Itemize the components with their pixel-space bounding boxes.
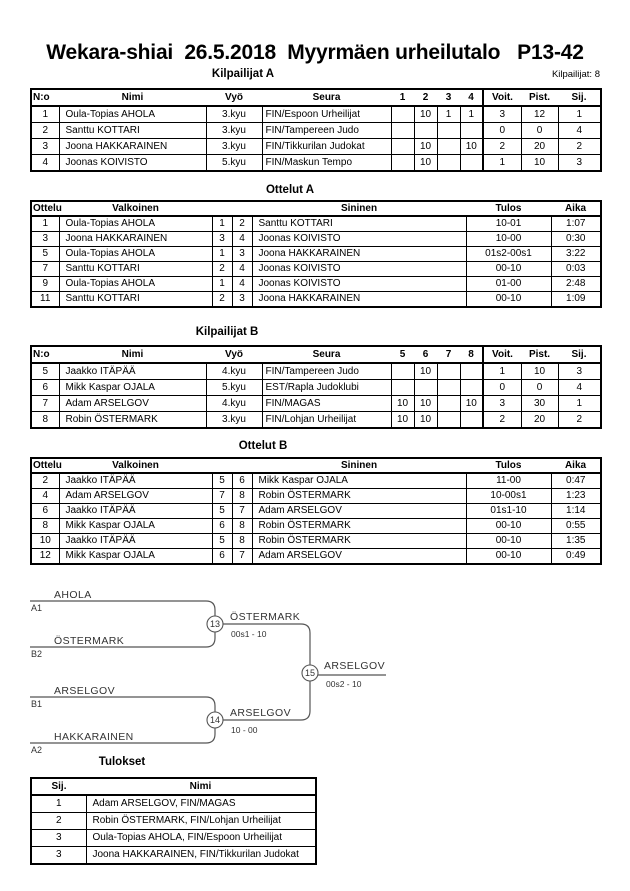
- cell-white-no: 5: [212, 534, 232, 549]
- bracket-semi1-top-name: AHOLA: [54, 589, 92, 601]
- cell-place: 1: [558, 106, 601, 123]
- cell-wins: 0: [483, 123, 521, 139]
- bracket-semi1-winner-name: ÖSTERMARK: [230, 611, 301, 623]
- bracket-semi2-top-seed: B1: [31, 699, 43, 709]
- bracket-semi1-score: 00s1 - 10: [231, 629, 267, 639]
- cell-no: 3: [31, 139, 59, 155]
- bracket-semi1-bottom-seed: B2: [31, 649, 43, 659]
- cell-place: 2: [558, 139, 601, 155]
- cell-points: 20: [521, 139, 558, 155]
- pool-b-title: Kilpailijat B: [195, 326, 259, 338]
- cell-match-no: 8: [31, 519, 59, 534]
- cell-club: EST/Rapla Judoklubi: [262, 380, 391, 396]
- cell-score-4: 1: [460, 106, 483, 123]
- cell-time: 1:14: [551, 504, 601, 519]
- cell-time: 1:23: [551, 489, 601, 504]
- cell-place: 3: [558, 155, 601, 172]
- cell-match-no: 7: [31, 262, 59, 277]
- cell-white-no: 2: [212, 292, 232, 308]
- cell-club: FIN/MAGAS: [262, 396, 391, 412]
- cell-blue-name: Mikk Kaspar OJALA: [252, 473, 466, 489]
- cell-name: Santtu KOTTARI: [59, 123, 206, 139]
- cell-white-no: 1: [212, 216, 232, 232]
- cell-score-2: 10: [414, 155, 437, 172]
- cell-result: 00-10: [466, 519, 551, 534]
- cell-time: 0:49: [551, 549, 601, 565]
- cell-blue-name: Joonas KOIVISTO: [252, 262, 466, 277]
- cell-blue-no: 8: [232, 519, 252, 534]
- header-club: Seura: [262, 346, 391, 363]
- cell-blue-name: Adam ARSELGOV: [252, 504, 466, 519]
- cell-score-6: 10: [414, 396, 437, 412]
- header-match: Ottelu: [31, 458, 59, 473]
- cell-result: 11-00: [466, 473, 551, 489]
- header-name: Nimi: [59, 346, 206, 363]
- cell-white-name: Mikk Kaspar OJALA: [59, 519, 212, 534]
- cell-belt: 5.kyu: [206, 155, 262, 172]
- cell-white-name: Oula-Topias AHOLA: [59, 216, 212, 232]
- cell-match-no: 11: [31, 292, 59, 308]
- match-13-number: 13: [209, 619, 221, 629]
- header-opp-7: 7: [437, 346, 460, 363]
- cell-white-no: 1: [212, 247, 232, 262]
- cell-belt: 3.kyu: [206, 106, 262, 123]
- cell-match-no: 5: [31, 247, 59, 262]
- cell-place: 4: [558, 380, 601, 396]
- cell-belt: 5.kyu: [206, 380, 262, 396]
- cell-club: FIN/Maskun Tempo: [262, 155, 391, 172]
- cell-white-no: 6: [212, 549, 232, 565]
- cell-points: 12: [521, 106, 558, 123]
- cell-belt: 3.kyu: [206, 412, 262, 429]
- cell-blue-no: 4: [232, 262, 252, 277]
- cell-white-name: Mikk Kaspar OJALA: [59, 549, 212, 565]
- cell-name: Mikk Kaspar OJALA: [59, 380, 206, 396]
- bracket-semi2-bottom-seed: A2: [31, 745, 43, 755]
- cell-blue-no: 7: [232, 549, 252, 565]
- cell-wins: 1: [483, 363, 521, 380]
- table-row: [31, 830, 316, 847]
- cell-place: 1: [31, 795, 86, 813]
- header-opp-5: 5: [391, 346, 414, 363]
- results-table: [30, 777, 317, 865]
- cell-points: 20: [521, 412, 558, 429]
- cell-blue-no: 6: [232, 473, 252, 489]
- cell-score-8: 10: [460, 396, 483, 412]
- bracket-semi1-top-seed: A1: [31, 603, 43, 613]
- header-result: Tulos: [466, 201, 551, 216]
- header-opp-4: 4: [460, 89, 483, 106]
- cell-white-no: 7: [212, 489, 232, 504]
- cell-name: Robin ÖSTERMARK, FIN/Lohjan Urheilijat: [86, 813, 316, 830]
- cell-points: 0: [521, 380, 558, 396]
- cell-white-no: 6: [212, 519, 232, 534]
- cell-white-name: Santtu KOTTARI: [59, 262, 212, 277]
- cell-time: 0:55: [551, 519, 601, 534]
- cell-white-name: Jaakko ITÄPÄÄ: [59, 504, 212, 519]
- header-white: Valkoinen: [59, 201, 212, 216]
- cell-time: 0:03: [551, 262, 601, 277]
- header-no: N:o: [31, 89, 59, 106]
- cell-score-6: 10: [414, 412, 437, 429]
- header-match: Ottelu: [31, 201, 59, 216]
- header-white: Valkoinen: [59, 458, 212, 473]
- cell-white-no: 5: [212, 473, 232, 489]
- cell-name: Joonas KOIVISTO: [59, 155, 206, 172]
- cell-score-5: 10: [391, 412, 414, 429]
- header-name: Nimi: [86, 778, 316, 795]
- table-row: [31, 795, 316, 813]
- cell-wins: 2: [483, 139, 521, 155]
- cell-club: FIN/Tikkurilan Judokat: [262, 139, 391, 155]
- cell-wins: 1: [483, 155, 521, 172]
- header-club: Seura: [262, 89, 391, 106]
- cell-no: 8: [31, 412, 59, 429]
- header-points: Pist.: [521, 89, 558, 106]
- cell-no: 2: [31, 123, 59, 139]
- cell-result: 01s1-10: [466, 504, 551, 519]
- cell-result: 01-00: [466, 277, 551, 292]
- cell-place: 4: [558, 123, 601, 139]
- cell-blue-no: 8: [232, 534, 252, 549]
- header-opp-6: 6: [414, 346, 437, 363]
- cell-result: 10-00s1: [466, 489, 551, 504]
- cell-name: Joona HAKKARAINEN: [59, 139, 206, 155]
- cell-blue-name: Santtu KOTTARI: [252, 216, 466, 232]
- cell-result: 00-10: [466, 534, 551, 549]
- cell-points: 10: [521, 363, 558, 380]
- cell-wins: 0: [483, 380, 521, 396]
- cell-time: 2:48: [551, 277, 601, 292]
- cell-belt: 3.kyu: [206, 139, 262, 155]
- header-blue: Sininen: [252, 201, 466, 216]
- cell-white-name: Oula-Topias AHOLA: [59, 277, 212, 292]
- cell-result: 10-00: [466, 232, 551, 247]
- matches-a-title: Ottelut A: [265, 184, 315, 196]
- cell-place: 3: [31, 847, 86, 865]
- bracket-semi2-top-name: ARSELGOV: [54, 685, 115, 697]
- cell-match-no: 9: [31, 277, 59, 292]
- cell-time: 3:22: [551, 247, 601, 262]
- cell-time: 0:47: [551, 473, 601, 489]
- cell-blue-name: Joonas KOIVISTO: [252, 232, 466, 247]
- cell-blue-no: 7: [232, 504, 252, 519]
- bracket-semi2-score: 10 - 00: [231, 725, 258, 735]
- cell-white-name: Joona HAKKARAINEN: [59, 232, 212, 247]
- header-belt: Vyö: [206, 346, 262, 363]
- cell-belt: 4.kyu: [206, 396, 262, 412]
- bracket-semi2-bottom-name: HAKKARAINEN: [54, 731, 134, 743]
- matches-b-title: Ottelut B: [238, 440, 288, 452]
- match-15-number: 15: [304, 668, 316, 678]
- pool-a-title: Kilpailijat A: [211, 68, 275, 80]
- cell-score-2: 10: [414, 106, 437, 123]
- cell-points: 30: [521, 396, 558, 412]
- cell-no: 4: [31, 155, 59, 172]
- cell-place: 2: [558, 412, 601, 429]
- cell-belt: 3.kyu: [206, 123, 262, 139]
- cell-blue-name: Joonas KOIVISTO: [252, 277, 466, 292]
- header-place: Sij.: [558, 346, 601, 363]
- cell-name: Robin ÖSTERMARK: [59, 412, 206, 429]
- cell-score-5: 10: [391, 396, 414, 412]
- header-belt: Vyö: [206, 89, 262, 106]
- cell-white-name: Santtu KOTTARI: [59, 292, 212, 308]
- cell-blue-no: 8: [232, 489, 252, 504]
- match-14-number: 14: [209, 715, 221, 725]
- cell-wins: 2: [483, 412, 521, 429]
- cell-no: 5: [31, 363, 59, 380]
- header-time: Aika: [551, 458, 601, 473]
- cell-club: FIN/Espoon Urheilijat: [262, 106, 391, 123]
- cell-score-6: 10: [414, 363, 437, 380]
- cell-blue-name: Robin ÖSTERMARK: [252, 489, 466, 504]
- cell-match-no: 3: [31, 232, 59, 247]
- bracket-semi2-winner-name: ARSELGOV: [230, 707, 291, 719]
- bracket-final-score: 00s2 - 10: [326, 679, 362, 689]
- cell-place: 1: [558, 396, 601, 412]
- cell-blue-no: 3: [232, 247, 252, 262]
- cell-blue-no: 2: [232, 216, 252, 232]
- cell-match-no: 10: [31, 534, 59, 549]
- cell-blue-name: Robin ÖSTERMARK: [252, 519, 466, 534]
- cell-white-no: 3: [212, 232, 232, 247]
- header-opp-8: 8: [460, 346, 483, 363]
- cell-time: 1:09: [551, 292, 601, 308]
- cell-time: 1:07: [551, 216, 601, 232]
- cell-time: 1:35: [551, 534, 601, 549]
- header-place: Sij.: [31, 778, 86, 795]
- cell-score-4: 10: [460, 139, 483, 155]
- cell-match-no: 6: [31, 504, 59, 519]
- cell-match-no: 4: [31, 489, 59, 504]
- header-no: N:o: [31, 346, 59, 363]
- cell-white-no: 5: [212, 504, 232, 519]
- cell-score-3: 1: [437, 106, 460, 123]
- bracket-semi1-bottom-name: ÖSTERMARK: [54, 635, 125, 647]
- cell-score-2: 10: [414, 139, 437, 155]
- page-title: Wekara-shiai 26.5.2018 Myyrmäen urheilutalo P13-42: [46, 41, 584, 64]
- cell-white-no: 2: [212, 262, 232, 277]
- cell-blue-name: Joona HAKKARAINEN: [252, 247, 466, 262]
- cell-white-name: Oula-Topias AHOLA: [59, 247, 212, 262]
- bracket-final-winner-name: ARSELGOV: [324, 660, 385, 672]
- results-title: Tulokset: [98, 756, 146, 768]
- header-time: Aika: [551, 201, 601, 216]
- cell-white-name: Jaakko ITÄPÄÄ: [59, 473, 212, 489]
- cell-result: 00-10: [466, 549, 551, 565]
- header-opp-2: 2: [414, 89, 437, 106]
- cell-white-no: 1: [212, 277, 232, 292]
- table-row: [31, 847, 316, 865]
- results-header-row: [31, 778, 316, 795]
- cell-wins: 3: [483, 106, 521, 123]
- cell-blue-name: Joona HAKKARAINEN: [252, 292, 466, 308]
- cell-match-no: 2: [31, 473, 59, 489]
- cell-place: 3: [558, 363, 601, 380]
- cell-name: Adam ARSELGOV, FIN/MAGAS: [86, 795, 316, 813]
- cell-no: 1: [31, 106, 59, 123]
- cell-result: 10-01: [466, 216, 551, 232]
- header-points: Pist.: [521, 346, 558, 363]
- cell-club: FIN/Tampereen Judo: [262, 123, 391, 139]
- cell-blue-name: Adam ARSELGOV: [252, 549, 466, 565]
- participants-count: Kilpailijat: 8: [551, 69, 600, 80]
- cell-blue-no: 3: [232, 292, 252, 308]
- cell-club: FIN/Tampereen Judo: [262, 363, 391, 380]
- cell-club: FIN/Lohjan Urheilijat: [262, 412, 391, 429]
- cell-result: 00-10: [466, 292, 551, 308]
- cell-place: 2: [31, 813, 86, 830]
- header-opp-3: 3: [437, 89, 460, 106]
- cell-blue-no: 4: [232, 277, 252, 292]
- cell-name: Oula-Topias AHOLA, FIN/Espoon Urheilijat: [86, 830, 316, 847]
- cell-time: 0:30: [551, 232, 601, 247]
- cell-result: 01s2-00s1: [466, 247, 551, 262]
- cell-match-no: 1: [31, 216, 59, 232]
- header-blue: Sininen: [252, 458, 466, 473]
- header-wins: Voit.: [483, 346, 521, 363]
- table-row: [31, 813, 316, 830]
- cell-blue-name: Robin ÖSTERMARK: [252, 534, 466, 549]
- cell-result: 00-10: [466, 262, 551, 277]
- header-place: Sij.: [558, 89, 601, 106]
- cell-no: 7: [31, 396, 59, 412]
- cell-no: 6: [31, 380, 59, 396]
- header-name: Nimi: [59, 89, 206, 106]
- cell-points: 10: [521, 155, 558, 172]
- cell-name: Joona HAKKARAINEN, FIN/Tikkurilan Judokat: [86, 847, 316, 865]
- cell-name: Adam ARSELGOV: [59, 396, 206, 412]
- cell-white-name: Jaakko ITÄPÄÄ: [59, 534, 212, 549]
- cell-white-name: Adam ARSELGOV: [59, 489, 212, 504]
- cell-belt: 4.kyu: [206, 363, 262, 380]
- cell-place: 3: [31, 830, 86, 847]
- cell-wins: 3: [483, 396, 521, 412]
- cell-name: Jaakko ITÄPÄÄ: [59, 363, 206, 380]
- header-opp-1: 1: [391, 89, 414, 106]
- header-wins: Voit.: [483, 89, 521, 106]
- cell-blue-no: 4: [232, 232, 252, 247]
- header-result: Tulos: [466, 458, 551, 473]
- cell-points: 0: [521, 123, 558, 139]
- cell-match-no: 12: [31, 549, 59, 565]
- cell-name: Oula-Topias AHOLA: [59, 106, 206, 123]
